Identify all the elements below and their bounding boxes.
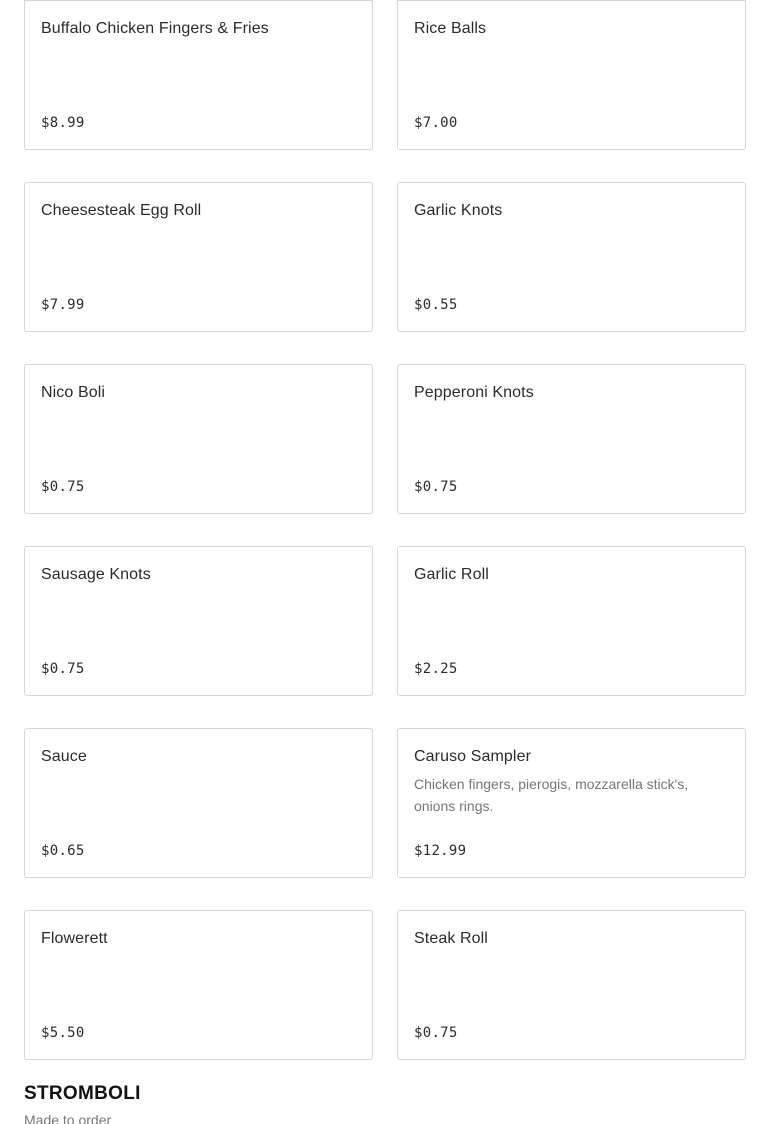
menu-item-name: Sausage Knots: [41, 566, 151, 583]
menu-item-card[interactable]: [397, 546, 746, 696]
menu-item-name: Pepperoni Knots: [414, 384, 534, 401]
menu-item-price: $0.55: [414, 297, 458, 313]
menu-item-price: $7.00: [414, 115, 458, 131]
menu-item-card[interactable]: [24, 728, 373, 878]
menu-item-name: Nico Boli: [41, 384, 106, 401]
menu-item-card[interactable]: [397, 364, 746, 514]
menu-item-price: $5.50: [41, 1025, 85, 1041]
menu-item-price: $0.75: [41, 479, 85, 495]
menu-item-name: Sauce: [41, 748, 87, 765]
menu-item-price: $8.99: [41, 115, 85, 131]
menu-item-price: $12.99: [414, 843, 467, 859]
menu-item-price: $0.75: [414, 479, 458, 495]
menu-item-name: Garlic Knots: [414, 202, 503, 219]
menu-item-name: Steak Roll: [414, 930, 488, 947]
menu-item-price: $0.75: [414, 1025, 458, 1041]
menu-item-card[interactable]: [24, 0, 373, 150]
menu-item-card[interactable]: [24, 910, 373, 1060]
menu-item-card[interactable]: [397, 910, 746, 1060]
menu-item-name: Rice Balls: [414, 20, 487, 37]
menu-item-card[interactable]: [397, 728, 746, 878]
menu-item-name: Buffalo Chicken Fingers & Fries: [41, 20, 269, 37]
section-title: STROMBOLI: [24, 1083, 141, 1104]
menu-item-name: Caruso Sampler: [414, 748, 532, 765]
menu-item-name: Cheesesteak Egg Roll: [41, 202, 202, 219]
menu-item-grid: [24, 0, 746, 1060]
menu-item-card[interactable]: [397, 0, 746, 150]
menu-item-price: $0.65: [41, 843, 85, 859]
menu-item-name: Garlic Roll: [414, 566, 489, 583]
menu-item-description: Chicken fingers, pierogis, mozzarella stick's, onions rings.: [414, 776, 689, 814]
menu-item-card[interactable]: [24, 182, 373, 332]
menu-item-card[interactable]: [24, 364, 373, 514]
section-subtitle: Made to order: [24, 1112, 112, 1124]
menu-item-card[interactable]: [397, 182, 746, 332]
menu-item-name: Flowerett: [41, 930, 108, 947]
menu-item-price: $0.75: [41, 661, 85, 677]
menu-item-price: $2.25: [414, 661, 458, 677]
menu-item-price: $7.99: [41, 297, 85, 313]
menu-item-card[interactable]: [24, 546, 373, 696]
